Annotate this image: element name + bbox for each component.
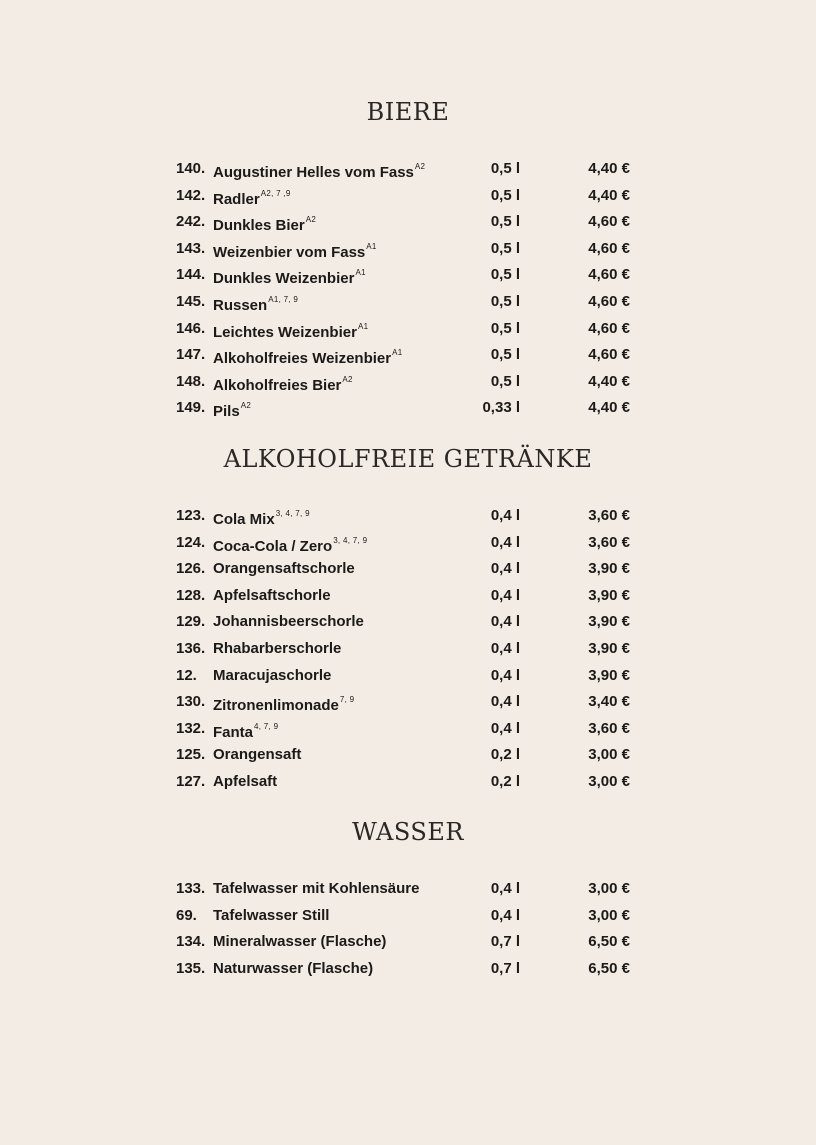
item-volume: 0,4 l bbox=[490, 560, 520, 578]
item-allergen-note: A1, 7, 9 bbox=[268, 294, 299, 304]
item-allergen-note: 4, 7, 9 bbox=[254, 721, 279, 731]
item-allergen-note: A1 bbox=[357, 321, 369, 331]
item-price: 4,40 € bbox=[588, 186, 630, 204]
item-allergen-note: A2 bbox=[240, 401, 252, 411]
menu-item bbox=[0, 931, 816, 958]
menu-list-wasser bbox=[0, 878, 816, 984]
menu-item bbox=[0, 905, 816, 932]
menu-item bbox=[0, 691, 816, 718]
item-number: 127. bbox=[176, 772, 206, 790]
menu-item bbox=[0, 532, 816, 559]
menu-item bbox=[0, 264, 816, 291]
item-price: 4,60 € bbox=[588, 292, 630, 310]
item-volume: 0,5 l bbox=[490, 213, 520, 231]
item-number: 130. bbox=[176, 693, 206, 711]
item-name-wrapper bbox=[213, 158, 425, 184]
menu-item bbox=[0, 505, 816, 532]
item-name: Fanta bbox=[213, 723, 254, 741]
item-name: Augustiner Helles vom Fass bbox=[213, 164, 414, 181]
item-volume: 0,7 l bbox=[490, 933, 520, 951]
item-number: 128. bbox=[176, 586, 206, 604]
menu-item bbox=[0, 158, 816, 185]
item-volume: 0,5 l bbox=[490, 346, 520, 364]
item-volume: 0,5 l bbox=[490, 186, 520, 204]
item-volume: 0,4 l bbox=[490, 533, 520, 551]
item-name-wrapper bbox=[213, 958, 373, 980]
item-name: Mineralwasser (Flasche) bbox=[213, 933, 387, 951]
item-number: 142. bbox=[176, 186, 206, 204]
item-number: 135. bbox=[176, 959, 206, 977]
item-number: 148. bbox=[176, 372, 206, 390]
item-name-wrapper bbox=[213, 211, 316, 237]
item-name: Leichtes Weizenbier bbox=[213, 323, 357, 341]
item-name-wrapper bbox=[213, 691, 354, 717]
item-price: 4,40 € bbox=[588, 399, 630, 417]
item-volume: 0,4 l bbox=[490, 693, 520, 711]
item-price: 3,90 € bbox=[588, 586, 630, 604]
item-name: Radler bbox=[213, 190, 260, 208]
item-number: 129. bbox=[176, 613, 206, 631]
item-allergen-note: A1 bbox=[392, 348, 403, 358]
item-volume: 0,7 l bbox=[490, 959, 520, 977]
item-volume: 0,4 l bbox=[490, 507, 520, 524]
item-name-wrapper bbox=[213, 718, 278, 744]
item-name: Johannisbeerschorle bbox=[213, 613, 364, 631]
item-number: 125. bbox=[176, 746, 206, 764]
item-name: Russen bbox=[213, 296, 268, 314]
menu-item bbox=[0, 371, 816, 398]
item-number: 124. bbox=[176, 533, 206, 551]
item-name: Cola Mix bbox=[213, 511, 275, 528]
menu-list-alkoholfreie-getraenke bbox=[0, 505, 816, 798]
item-allergen-note: A2 bbox=[414, 162, 426, 171]
item-name-wrapper bbox=[213, 665, 331, 687]
item-allergen-note: A1 bbox=[355, 268, 366, 278]
item-price: 3,90 € bbox=[588, 666, 630, 684]
menu-item bbox=[0, 318, 816, 345]
section-title-wasser: WASSER bbox=[352, 818, 464, 846]
menu-item bbox=[0, 185, 816, 212]
item-number: 132. bbox=[176, 719, 206, 737]
item-name-wrapper bbox=[213, 397, 251, 423]
item-allergen-note: A2 bbox=[305, 215, 317, 225]
menu-item bbox=[0, 238, 816, 265]
item-price: 4,40 € bbox=[588, 372, 630, 390]
item-number: 133. bbox=[176, 880, 206, 897]
item-name: Dunkles Weizenbier bbox=[213, 270, 355, 288]
menu-item bbox=[0, 291, 816, 318]
item-name-wrapper bbox=[213, 291, 298, 317]
item-name: Weizenbier vom Fass bbox=[213, 243, 366, 261]
item-allergen-note: A2, 7 ,9 bbox=[260, 188, 291, 198]
item-price: 3,40 € bbox=[588, 693, 630, 711]
item-name-wrapper bbox=[213, 532, 367, 558]
item-price: 3,00 € bbox=[588, 772, 630, 790]
item-name-wrapper bbox=[213, 558, 355, 580]
item-name-wrapper bbox=[213, 744, 301, 766]
item-price: 3,60 € bbox=[588, 533, 630, 551]
item-volume: 0,5 l bbox=[490, 239, 520, 257]
item-name: Zitronenlimonade bbox=[213, 697, 339, 715]
item-volume: 0,5 l bbox=[490, 266, 520, 284]
menu-item bbox=[0, 585, 816, 612]
item-number: 134. bbox=[176, 933, 206, 951]
menu-item bbox=[0, 397, 816, 424]
item-price: 3,00 € bbox=[588, 906, 630, 924]
item-price: 6,50 € bbox=[588, 933, 630, 951]
item-price: 4,60 € bbox=[588, 266, 630, 284]
item-price: 3,90 € bbox=[588, 639, 630, 657]
item-name-wrapper bbox=[213, 585, 331, 607]
item-number: 140. bbox=[176, 160, 206, 177]
menu-item bbox=[0, 878, 816, 905]
item-volume: 0,4 l bbox=[490, 880, 520, 897]
menu-item bbox=[0, 211, 816, 238]
item-name: Rhabarberschorle bbox=[213, 639, 342, 657]
item-name-wrapper bbox=[213, 505, 310, 531]
item-volume: 0,2 l bbox=[490, 772, 520, 790]
item-volume: 0,4 l bbox=[490, 719, 520, 737]
item-price: 4,60 € bbox=[588, 319, 630, 337]
item-volume: 0,5 l bbox=[490, 319, 520, 337]
item-number: 143. bbox=[176, 239, 206, 257]
item-number: 69. bbox=[176, 906, 197, 924]
item-allergen-note: A2 bbox=[342, 374, 353, 384]
menu-item bbox=[0, 718, 816, 745]
item-number: 149. bbox=[176, 399, 206, 417]
item-number: 145. bbox=[176, 292, 206, 310]
menu-item bbox=[0, 744, 816, 771]
item-number: 126. bbox=[176, 560, 206, 578]
menu-item bbox=[0, 958, 816, 985]
item-name: Alkoholfreies Weizenbier bbox=[213, 350, 392, 368]
menu-item bbox=[0, 771, 816, 798]
item-name-wrapper bbox=[213, 905, 329, 927]
item-name-wrapper bbox=[213, 238, 377, 264]
item-allergen-note: A1 bbox=[366, 241, 377, 251]
item-volume: 0,4 l bbox=[490, 666, 520, 684]
item-number: 136. bbox=[176, 639, 206, 657]
item-name-wrapper bbox=[213, 264, 366, 290]
item-name: Tafelwasser Still bbox=[213, 906, 330, 924]
item-price: 4,60 € bbox=[588, 346, 630, 364]
item-name: Dunkles Bier bbox=[213, 217, 305, 235]
menu-item bbox=[0, 638, 816, 665]
item-name: Apfelsaft bbox=[213, 772, 278, 790]
item-number: 12. bbox=[176, 666, 197, 684]
item-price: 3,90 € bbox=[588, 613, 630, 631]
item-name-wrapper bbox=[213, 611, 364, 633]
section-title-biere: BIERE bbox=[366, 98, 450, 126]
menu-list-biere bbox=[0, 158, 816, 424]
item-volume: 0,4 l bbox=[490, 639, 520, 657]
item-volume: 0,2 l bbox=[490, 746, 520, 764]
item-number: 242. bbox=[176, 213, 206, 231]
item-name: Alkoholfreies Bier bbox=[213, 376, 342, 394]
item-price: 3,60 € bbox=[588, 507, 630, 524]
item-allergen-note: 7, 9 bbox=[339, 695, 355, 705]
menu-item bbox=[0, 611, 816, 638]
item-name-wrapper bbox=[213, 185, 291, 211]
item-name: Pils bbox=[213, 403, 240, 421]
item-name-wrapper bbox=[213, 344, 403, 370]
item-name: Tafelwasser mit Kohlensäure bbox=[213, 880, 420, 897]
item-name: Coca-Cola / Zero bbox=[213, 537, 333, 555]
item-name-wrapper bbox=[213, 771, 277, 793]
item-name: Naturwasser (Flasche) bbox=[213, 959, 374, 977]
item-number: 123. bbox=[176, 507, 206, 524]
menu-item bbox=[0, 665, 816, 692]
item-price: 3,00 € bbox=[588, 880, 630, 897]
item-number: 147. bbox=[176, 346, 206, 364]
item-price: 3,00 € bbox=[588, 746, 630, 764]
item-allergen-note: 3, 4, 7, 9 bbox=[275, 509, 310, 518]
item-price: 4,60 € bbox=[588, 213, 630, 231]
item-price: 4,40 € bbox=[588, 160, 630, 177]
item-name-wrapper bbox=[213, 931, 386, 953]
item-number: 146. bbox=[176, 319, 206, 337]
item-price: 6,50 € bbox=[588, 959, 630, 977]
item-name-wrapper bbox=[213, 878, 419, 900]
section-title-alkoholfreie-getraenke: ALKOHOLFREIE GETRÄNKE bbox=[223, 445, 593, 473]
item-name: Orangensaft bbox=[213, 746, 302, 764]
item-name: Maracujaschorle bbox=[213, 666, 332, 684]
item-allergen-note: 3, 4, 7, 9 bbox=[333, 535, 368, 545]
item-volume: 0,4 l bbox=[490, 906, 520, 924]
item-name-wrapper bbox=[213, 318, 368, 344]
item-price: 4,60 € bbox=[588, 239, 630, 257]
item-volume: 0,4 l bbox=[490, 586, 520, 604]
item-volume: 0,5 l bbox=[490, 160, 520, 177]
menu-item bbox=[0, 558, 816, 585]
item-name: Apfelsaftschorle bbox=[213, 586, 331, 604]
item-number: 144. bbox=[176, 266, 206, 284]
item-volume: 0,5 l bbox=[490, 292, 520, 310]
item-name: Orangensaftschorle bbox=[213, 560, 355, 578]
item-volume: 0,4 l bbox=[490, 613, 520, 631]
item-volume: 0,5 l bbox=[490, 372, 520, 390]
item-price: 3,60 € bbox=[588, 719, 630, 737]
item-price: 3,90 € bbox=[588, 560, 630, 578]
menu-item bbox=[0, 344, 816, 371]
item-name-wrapper bbox=[213, 638, 341, 660]
item-volume: 0,33 l bbox=[482, 399, 520, 417]
item-name-wrapper bbox=[213, 371, 353, 397]
